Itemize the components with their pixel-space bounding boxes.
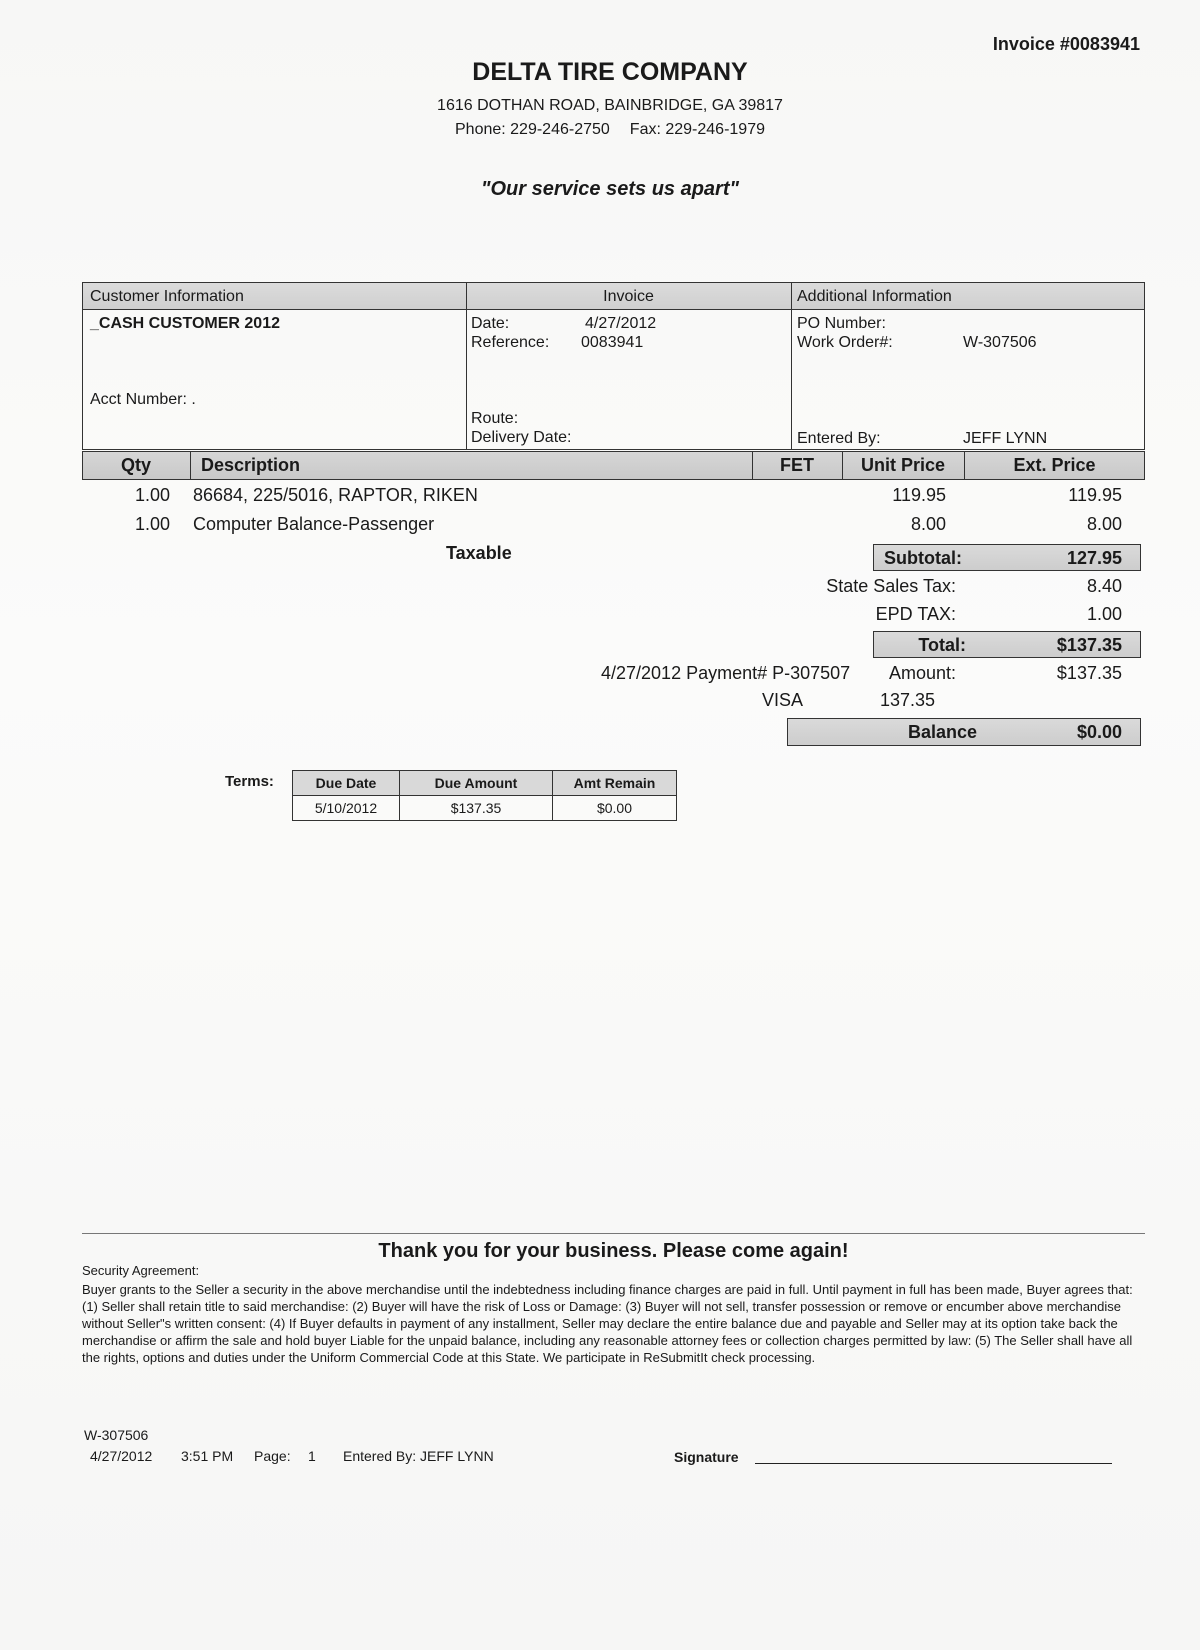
col-fet-header: FET — [780, 455, 814, 475]
col-description-header: Description — [201, 455, 301, 475]
footer-page-number: 1 — [308, 1448, 316, 1464]
signature-label: Signature — [674, 1449, 739, 1465]
payment-method-amount: 137.35 — [880, 690, 936, 710]
item-unit-price: 8.00 — [910, 514, 946, 534]
terms-amt-remain-header: Amt Remain — [553, 771, 677, 796]
company-contact — [300, 121, 920, 139]
additional-info-heading: Additional Information — [797, 288, 952, 305]
info-divider — [791, 282, 792, 450]
reference-label: Reference: — [471, 334, 550, 351]
info-box — [82, 282, 1145, 450]
security-agreement-text: Buyer grants to the Seller a security in the above merchandise until the indebtedness including finance charges are paid in full. Until payment in full has been made, Buyer agrees that: (1) Seller shall retain title to said merchandise: (2) Buyer will have the risk of Loss or Damage: (3) Buyer will not sell, transfer possession or remove or encumber above merchandise without Seller"s written consent: (4) If Buyer defaults in payment of any installment, Seller may declare the entire balance due and payable and Seller may at its option take back the merchandise or affirm the sale and hold buyer Liable for the unpaid balance, including any reasonable attorney fees or collection charges permitted by law: (5) The Seller shall have all the rights, options and duties under the Uniform Commercial Code at this State. We participate in ReSubmitIt check processing. — [82, 1282, 1133, 1365]
company-phone: Phone: 229-246-2750 — [455, 121, 610, 138]
invoice-date-label: Date: — [471, 315, 510, 332]
item-qty: 1.00 — [134, 485, 170, 505]
balance-value: $0.00 — [1076, 722, 1122, 742]
footer-entered-by: Entered By: JEFF LYNN — [343, 1448, 494, 1464]
terms-due-date: 5/10/2012 — [293, 796, 400, 821]
security-agreement-title: Security Agreement: — [82, 1263, 200, 1278]
footer-time: 3:51 PM — [181, 1448, 234, 1464]
terms-table — [292, 770, 677, 821]
item-ext-price: 119.95 — [1068, 485, 1122, 505]
acct-number-label: Acct Number: . — [90, 391, 196, 408]
customer-name: _CASH CUSTOMER 2012 — [90, 315, 280, 332]
route-label: Route: — [471, 410, 519, 427]
item-ext-price: 8.00 — [1086, 514, 1122, 534]
footer-page-label: Page: — [254, 1448, 291, 1464]
invoice-number: Invoice #0083941 — [992, 34, 1140, 54]
payment-amount-value: $137.35 — [1056, 663, 1122, 683]
item-unit-price: 119.95 — [892, 485, 946, 505]
reference-value: 0083941 — [581, 334, 644, 351]
balance-label: Balance — [907, 722, 978, 742]
table-row — [293, 796, 677, 821]
col-unit-price-header: Unit Price — [860, 455, 946, 475]
invoice-date-value: 4/27/2012 — [585, 315, 657, 332]
payment-amount-label: Amount: — [888, 663, 956, 683]
company-name: DELTA TIRE COMPANY — [472, 58, 748, 86]
epd-tax-label: EPD TAX: — [875, 604, 956, 624]
footer-divider — [82, 1233, 1145, 1234]
terms-due-amount-header: Due Amount — [400, 771, 553, 796]
payment-info: 4/27/2012 Payment# P-307507 — [601, 663, 851, 683]
signature-line — [755, 1463, 1112, 1464]
state-tax-label: State Sales Tax: — [826, 576, 956, 596]
items-header-divider — [190, 451, 191, 480]
work-order-label: Work Order#: — [797, 334, 893, 351]
entered-by-label: Entered By: — [797, 430, 881, 447]
footer-date: 4/27/2012 — [90, 1448, 153, 1464]
taxable-label: Taxable — [446, 543, 512, 563]
customer-info-heading: Customer Information — [90, 288, 244, 305]
info-divider — [466, 282, 467, 450]
footer-work-order: W-307506 — [84, 1427, 149, 1443]
invoice-heading: Invoice — [603, 288, 654, 305]
company-address: 1616 DOTHAN ROAD, BAINBRIDGE, GA 39817 — [437, 97, 783, 114]
slogan: "Our service sets us apart" — [481, 178, 739, 200]
state-tax-value: 8.40 — [1086, 576, 1122, 596]
thank-you-message: Thank you for your business. Please come again! — [378, 1240, 849, 1262]
total-value: $137.35 — [1056, 635, 1122, 655]
terms-due-amount: $137.35 — [400, 796, 553, 821]
item-description: Computer Balance-Passenger — [193, 514, 435, 534]
terms-label: Terms: — [225, 773, 274, 790]
col-ext-price-header: Ext. Price — [1013, 455, 1096, 475]
epd-tax-value: 1.00 — [1086, 604, 1122, 624]
subtotal-label: Subtotal: — [884, 548, 962, 568]
terms-amt-remain: $0.00 — [553, 796, 677, 821]
terms-due-date-header: Due Date — [293, 771, 400, 796]
subtotal-value: 127.95 — [1066, 548, 1122, 568]
col-qty-header: Qty — [120, 455, 151, 475]
work-order-value: W-307506 — [963, 334, 1037, 351]
payment-method: VISA — [762, 690, 804, 710]
total-label: Total: — [918, 635, 966, 655]
item-description: 86684, 225/5016, RAPTOR, RIKEN — [193, 485, 478, 505]
delivery-date-label: Delivery Date: — [471, 429, 572, 446]
po-number-label: PO Number: — [797, 315, 886, 332]
item-qty: 1.00 — [134, 514, 170, 534]
entered-by-value: JEFF LYNN — [963, 430, 1048, 447]
company-fax: Fax: 229-246-1979 — [629, 121, 765, 138]
